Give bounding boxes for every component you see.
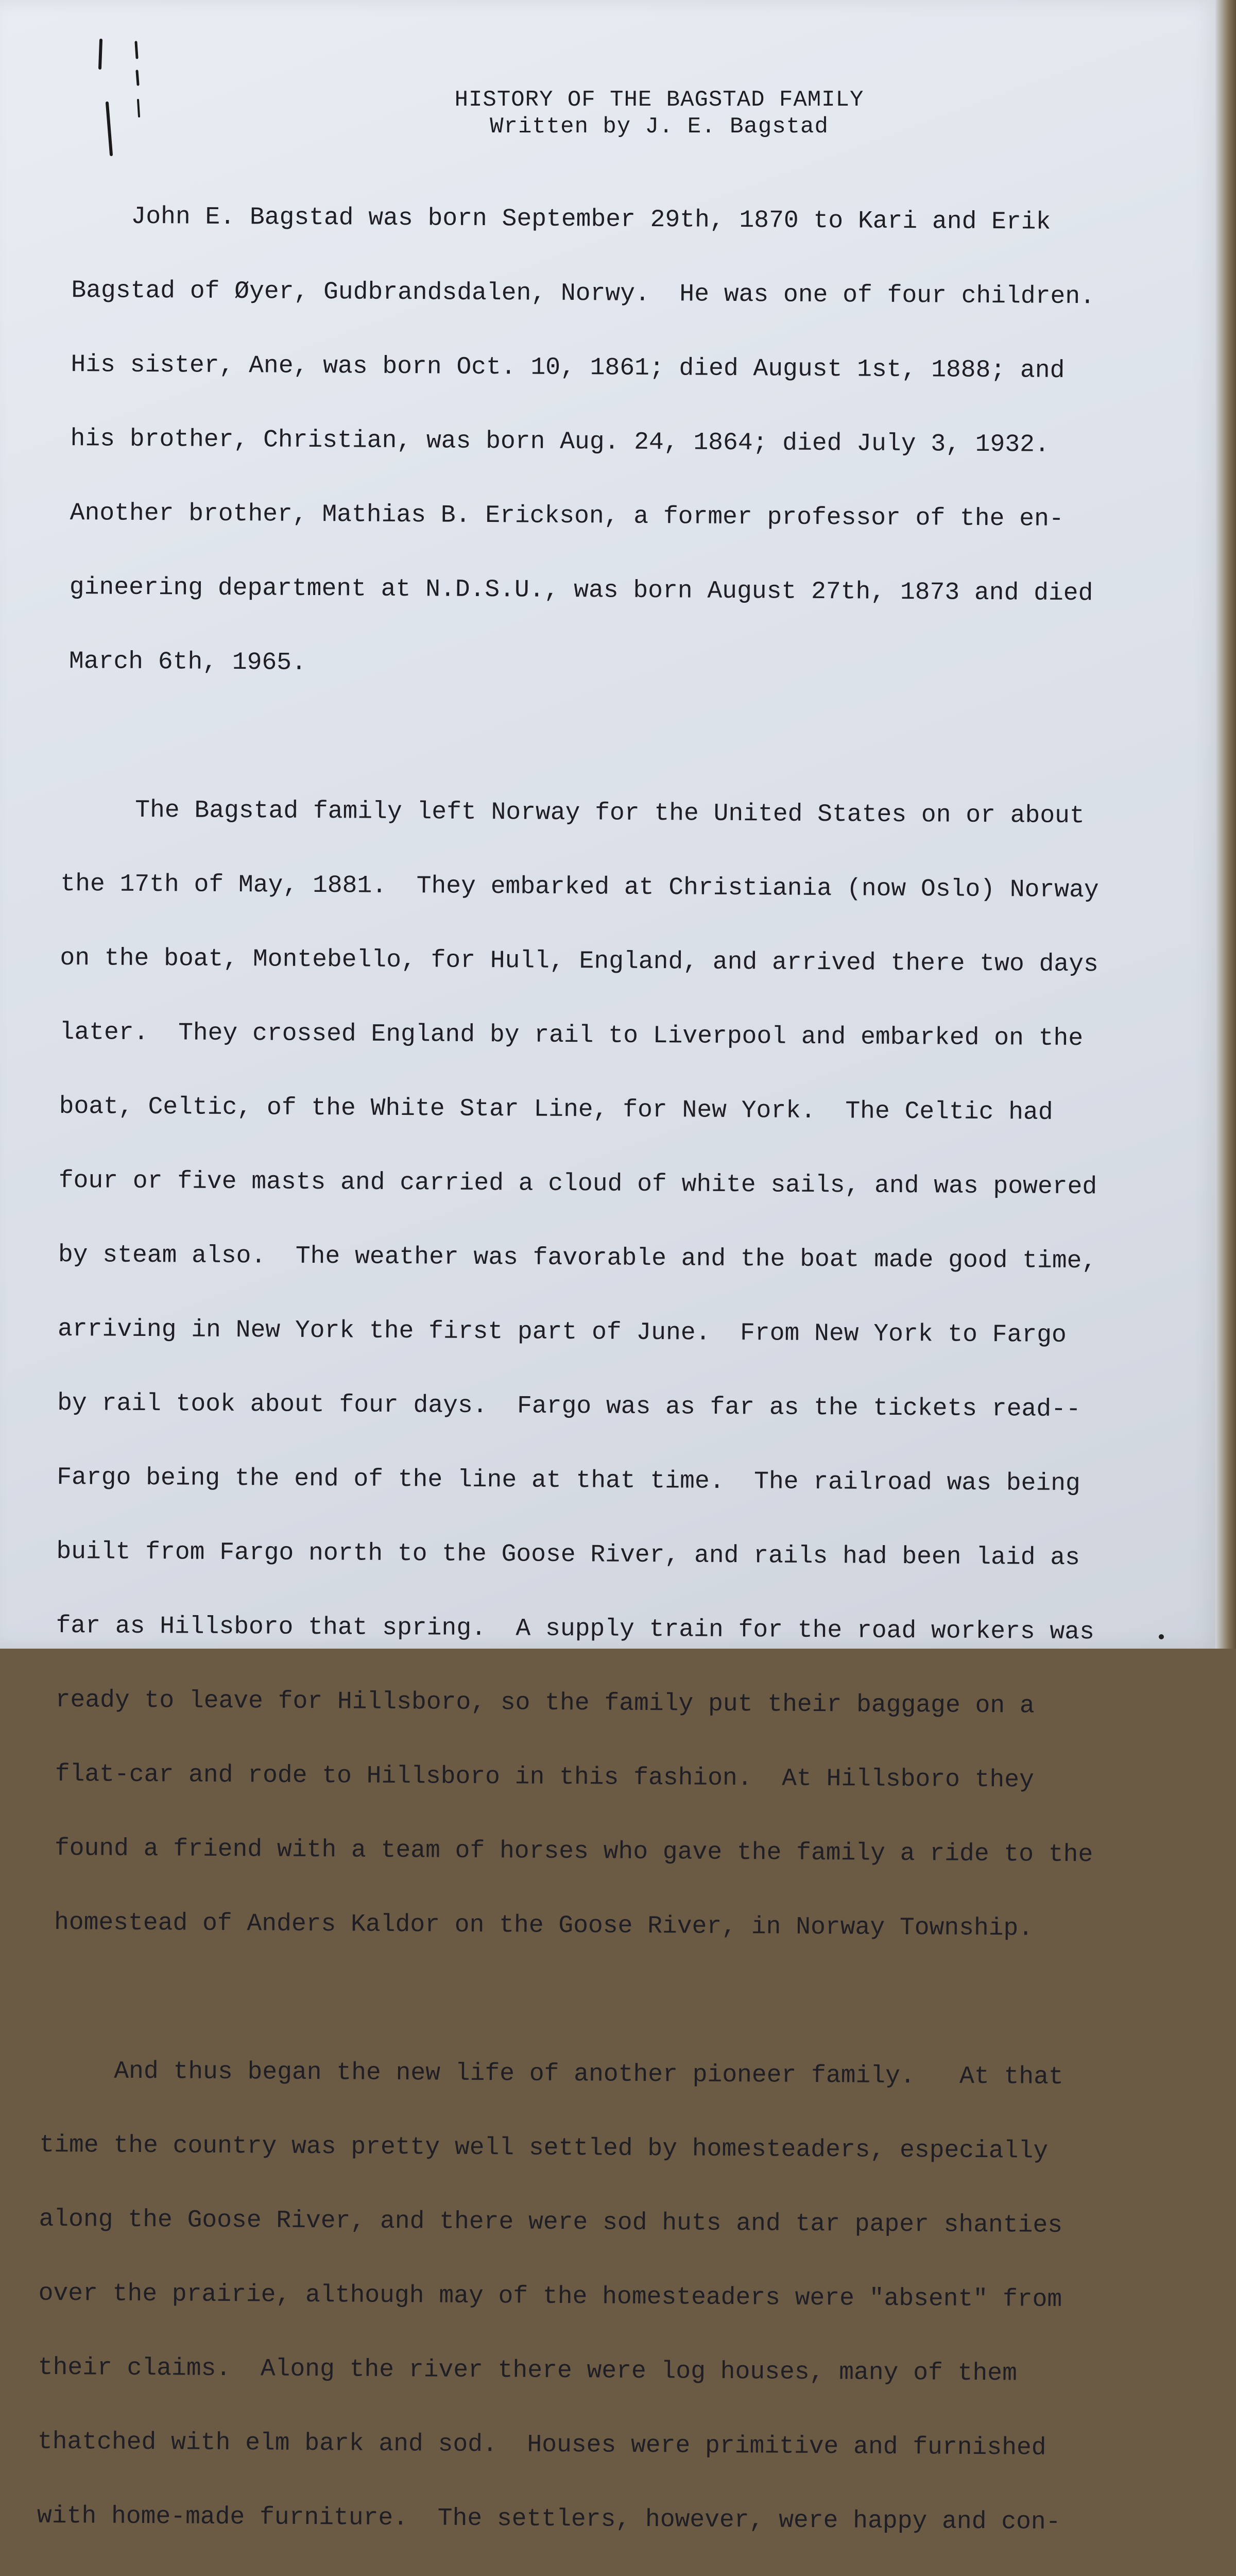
text-line: the 17th of May, 1881. They embarked at Christiania (now Oslo) Norway [60,870,1099,905]
text-line: Another brother, Mathias B. Erickson, a former professor of the en- [70,499,1064,533]
text-line: their claims. Along the river there were log houses, many of them [38,2353,1017,2388]
text-line: John E. Bagstad was born September 29th, 1870 to Kari and Erik [72,202,1051,236]
text-line: four or five masts and carried a cloud of white sails, and was powered [58,1167,1097,1201]
background-edge [1215,0,1236,1649]
text-line: far as Hillsboro that spring. A supply train for the road workers was [56,1612,1095,1647]
paragraph-emigration [54,748,1129,1991]
text-line: homestead of Anders Kaldor on the Goose River, in Norway Township. [54,1908,1034,1943]
ink-dot-icon [1159,1634,1164,1639]
text-line: by rail took about four days. Fargo was as far as the tickets read-- [57,1389,1081,1424]
document-body [37,155,1133,2576]
text-line: gineering department at N.D.S.U., was born August 27th, 1873 and died [69,573,1093,608]
text-line: later. They crossed England by rail to Liverpool and embarked on the [59,1019,1084,1053]
text-line: The Bagstad family left Norway for the United States on or about [61,796,1085,831]
text-line: March 6th, 1965. [68,648,307,677]
text-line: arriving in New York the first part of June. From New York to Fargo [57,1315,1067,1349]
text-line: And thus began the new life of another pioneer family. At that [40,2057,1063,2091]
text-line: built from Fargo north to the Goose River, and rails had been laid as [56,1537,1080,1572]
paragraph-birth [68,155,1133,730]
text-line: His sister, Ane, was born Oct. 10, 1861; died August 1st, 1888; and [71,351,1065,385]
text-line: thatched with elm bark and sod. Houses were primitive and furnished [37,2428,1046,2462]
text-line: with home-made furniture. The settlers, however, were happy and con- [37,2502,1061,2536]
paragraph-pioneer-life [35,2009,1122,2576]
text-line: Fargo being the end of the line at that time. The railroad was being [57,1463,1080,1498]
text-line: time the country was pretty well settled by homesteaders, especially [39,2131,1049,2165]
text-line: his brother, Christian, was born Aug. 24, 1864; died July 3, 1932. [70,425,1050,459]
text-line: Bagstad of Øyer, Gudbrandsdalen, Norwy. He was one of four children. [71,277,1095,311]
text-line: by steam also. The weather was favorable and the boat made good time, [58,1241,1097,1276]
document-title: HISTORY OF THE BAGSTAD FAMILY [454,87,864,113]
text-line: flat-car and rode to Hillsboro in this fashion. At Hillsboro they [55,1760,1035,1794]
document-header [0,87,1236,140]
text-line: over the prairie, although may of the homesteaders were "absent" from [38,2279,1062,2314]
document-byline: Written by J. E. Bagstad [490,114,829,140]
text-line: along the Goose River, and there were sod huts and tar paper shanties [39,2205,1063,2240]
text-line: found a friend with a team of horses who gave the family a ride to the [54,1834,1093,1869]
text-line: on the boat, Montebello, for Hull, England, and arrived there two days [60,944,1098,979]
text-line: boat, Celtic, of the White Star Line, for New York. The Celtic had [59,1093,1053,1127]
text-line: ready to leave for Hillsboro, so the family put their baggage on a [55,1686,1035,1720]
